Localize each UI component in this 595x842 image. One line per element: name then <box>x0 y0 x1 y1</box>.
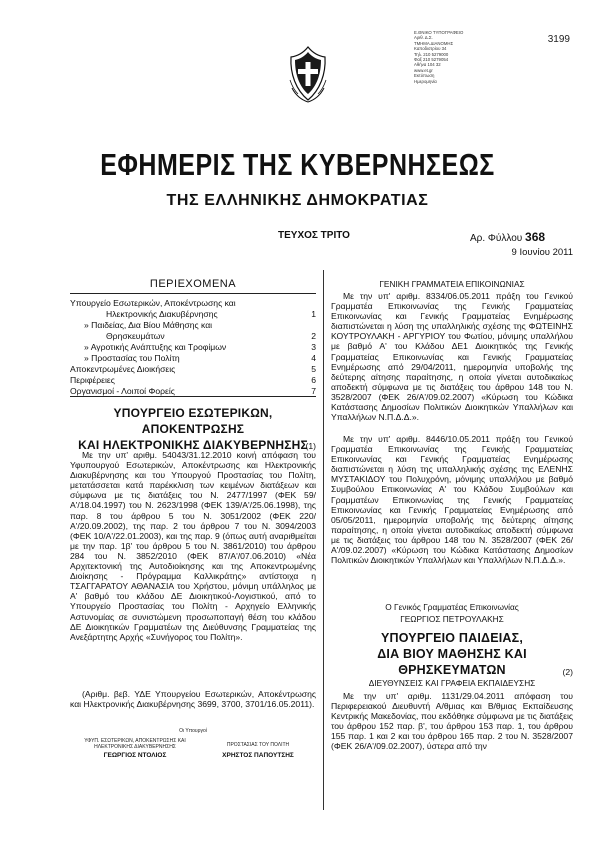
section-title-line-2: ΔΙΑ ΒΙΟΥ ΜΑΘΗΣΗΣ ΚΑΙ ΘΡΗΣΚΕΥΜΑΤΩΝ <box>377 647 527 677</box>
toc-entry-text: Περιφέρειες <box>70 375 115 385</box>
gazette-title: ΕΦΗΜΕΡΙΣ ΤΗΣ ΚΥΒΕΡΝΗΣΕΩΣ <box>100 148 495 183</box>
toc-page-number: 1 <box>311 309 316 319</box>
section-title-line-2: ΚΑΙ ΗΛΕΚΤΡΟΝΙΚΗΣ ΔΙΑΚΥΒΕΡΝΗΣΗΣ <box>78 438 308 452</box>
resignation-paragraph-2: Με την υπ' αριθμ. 8446/10.05.2011 πράξη του Γενικού Γραμματέα Επικοινωνίας της Γενικής Γραμματείας Επικοινωνίας και Γενικής Γραμματείας Ενημέρωσης διαπιστώνεται η λύση της υπαλληλικής σχέσης της ΕΛΕΝΗΣ ΜΥΣΤΑΚΙΔΟΥ του Πολυχρόνη, μόνιμης υπαλλήλου με βαθμό Συμβούλου Επικοινωνίας Α' του Κλάδου Συμβούλων και Γραμματέων Επικοινωνίας της Γενικής Γραμματείας Επικοινωνίας και Γενικής Γραμματείας Ενημέρωσης από 05/05/2011, ημερομηνία υποβολής της δεύτερης αίτησης παραίτησης, η οποία γίνεται αυτοδικαίως αποδεκτή σύμφωνα με τις διατάξεις του άρθρου 148 του Ν. 3528/2007 (ΦΕΚ 26/Α'/09.02.2007) «Κύρωση του Κώδικα Κατάστασης Δημοσίων Πολιτικών Διοικητικών Υπαλλήλων και Υπαλλήλων Ν.Π.Δ.Δ.». <box>331 434 573 566</box>
column-divider <box>323 270 324 810</box>
toc-entry-text: Θρησκευμάτων <box>106 331 165 341</box>
toc-entry-text: Ηλεκτρονικής Διακυβέρνησης <box>106 309 218 319</box>
education-offices-heading: ΔΙΕΥΘΥΝΣΕΙΣ ΚΑΙ ΓΡΑΦΕΙΑ ΕΚΠΑΙΔΕΥΣΗΣ <box>368 678 536 688</box>
sheet-number-value: 368 <box>525 230 546 244</box>
stamp-line: www.et.gr <box>414 67 433 73</box>
stamp-line: Εκτύπωση <box>414 73 435 79</box>
resignation-paragraph-1: Με την υπ' αριθμ. 8334/06.05.2011 πράξη του Γενικού Γραμματέα Επικοινωνίας της Γενικής Γραμματείας Επικοινωνίας και Γενικής Γραμματείας Ενημέρωσης διαπιστώνεται η λύση της υπαλληλικής σχέσης της ΦΩΤΕΙΝΗΣ ΚΟΥΤΡΟΥΛΑΚΗ - ΑΡΓΥΡΙΟΥ του Φωτίου, μόνιμης υπαλλήλου με βαθμό Α' του Κλάδου ΔΕ1 Διοικητικός της Γενικής Γραμματείας Επικοινωνίας και Γενικής Γραμματείας Ενημέρωσης από 29/04/2011, ημερομηνία υποβολής της δεύτερης αίτησης παραίτησης, η οποία γίνεται αυτοδικαίως αποδεκτή σύμφωνα με τις διατάξεις του άρθρου 148 του Ν. 3528/2007 (ΦΕΚ 26/Α'/09.02.2007) «Κύρωση του Κώδικα Κατάστασης Δημοσίων Πολιτικών Διοικητικών Υπαλλήλων και Υπαλλήλων Ν.Π.Δ.Δ.». <box>331 291 573 423</box>
toc-top-rule <box>70 293 316 294</box>
toc-page-number: 3 <box>311 342 316 352</box>
toc-page-number: 5 <box>311 364 316 374</box>
toc-title: ΠΕΡΙΕΧΟΜΕΝΑ <box>149 278 237 290</box>
signatory-name-1: ΓΕΩΡΓΙΟΣ ΝΤΟΛΙΟΣ <box>103 752 167 759</box>
issue-series: ΤΕΥΧΟΣ ΤΡΙΤΟ <box>278 230 350 241</box>
toc-entry <box>70 331 316 342</box>
toc-entry-text: Αποκεντρωμένες Διοικήσεις <box>70 364 176 374</box>
toc-entry-text: Οργανισμοί - Λοιποί Φορείς <box>70 386 175 396</box>
reference-paragraph: (Αριθμ. βεβ. ΥΔΕ Υπουργείου Εσωτερικών, Αποκέντρωσης και Ηλεκτρονικής Διακυβέρνησης 3699, 3700, 3701/16.05.2011). <box>70 689 316 710</box>
item-number: (2) <box>562 667 573 677</box>
sheet-number <box>470 230 545 244</box>
toc-page-number: 4 <box>311 353 316 363</box>
item-number: (1) <box>305 441 316 451</box>
signatory-role-1: ΥΦΥΠ. ΕΣΩΤΕΡΙΚΩΝ, ΑΠΟΚΕΝΤΡΩΣΗΣ ΚΑΙ ΗΛΕΚΤΡΟΝΙΚΗΣ ΔΙΑΚΥΒΕΡΝΗΣΗΣ <box>84 738 186 750</box>
gazette-subtitle: ΤΗΣ ΕΛΛΗΝΙΚΗΣ ΔΗΜΟΚΡΑΤΙΑΣ <box>166 192 429 209</box>
toc-bottom-rule <box>70 396 316 397</box>
stamp-line: Τηλ. 210 5279000 <box>414 51 449 57</box>
section-title-line-1: ΥΠΟΥΡΓΕΙΟ ΕΣΩΤΕΡΙΚΩΝ, ΑΠΟΚΕΝΤΡΩΣΗΣ <box>113 406 273 436</box>
stamp-line: Ημερομηνία <box>414 78 437 84</box>
toc-entry <box>70 309 316 320</box>
toc-entry <box>70 320 316 331</box>
toc-page-number: 2 <box>311 331 316 341</box>
signatory-role: Ο Γενικός Γραμματέας Επικοινωνίας <box>385 602 519 612</box>
signatories-intro: Οι Υπουργοί <box>179 728 207 734</box>
signatory-name-2: ΧΡΗΣΤΟΣ ΠΑΠΟΥΤΣΗΣ <box>222 752 294 759</box>
toc-entry-text: » Αγροτικής Ανάπτυξης και Τροφίμων <box>84 342 227 352</box>
stamp-line: Αθήνα 104 32 <box>414 62 441 68</box>
greek-coat-of-arms-icon <box>286 44 330 104</box>
toc-entry <box>70 342 316 353</box>
toc-entry <box>70 375 316 386</box>
toc-page-number: 6 <box>311 375 316 385</box>
section-title-line-1: ΥΠΟΥΡΓΕΙΟ ΠΑΙΔΕΙΑΣ, <box>380 631 524 645</box>
sheet-label: Αρ. Φύλλου <box>470 233 523 244</box>
toc-page-number: 7 <box>311 386 316 396</box>
toc-entry <box>70 353 316 364</box>
signatory-role-2: ΠΡΟΣΤΑΣΙΑΣ ΤΟΥ ΠΟΛΙΤΗ <box>226 742 290 748</box>
page-number: 3199 <box>547 34 570 45</box>
communication-heading: ΓΕΝΙΚΗ ΓΡΑΜΜΑΤΕΙΑ ΕΠΙΚΟΙΝΩΝΙΑΣ <box>379 279 525 289</box>
toc-entry <box>70 364 316 375</box>
stamp-line: ΤΜΗΜΑ ΔΙΑΝΟΜΗΣ <box>414 40 454 46</box>
issue-date: 9 Ιουνίου 2011 <box>511 247 573 258</box>
toc-entry <box>70 298 316 309</box>
toc-entry-text: » Παιδείας, Δια Βίου Μάθησης και <box>84 320 213 330</box>
stamp-line: Αριθ. Δ.Σ. <box>414 35 433 41</box>
transfer-decision-paragraph: Με την υπ' αριθμ. 1131/29.04.2011 απόφαση του Περιφερειακού Διευθυντή Α/θμιας και Β/θμιας Εκπαίδευσης Κεντρικής Μακεδονίας, που εκδόθηκε σύμφωνα με τις διατάξεις του άρθρου 152 παρ. β', του άρθρου 153 παρ. 1, του άρθρου 155 παρ. 1 και 2 και του άρθρου 165 παρ. 2 του Ν. 3528/2007 (ΦΕΚ 26/Α'/09.02.2007), ύστερα από την <box>331 691 573 752</box>
decision-paragraph: Με την υπ' αριθμ. 54043/31.12.2010 κοινή απόφαση του Υφυπουργού Εσωτερικών, Αποκέντρωσης και Ηλεκτρονικής Διακυβέρνησης και του Υπουργού Προστασίας του Πολίτη, μετατάσσεται κατά παρέκκλιση των κειμένων διατάξεων και σύμφωνα με τις διατάξεις του Ν. 2477/1997 (ΦΕΚ 59/Α'/18.04.1997) του Ν. 2623/1998 (ΦΕΚ 139/Α'/25.06.1998), της παρ. 8 του άρθρου 5 του Ν. 3051/2002 (ΦΕΚ 220/Α'/20.09.2002), της παρ. 2 του άρθρου 7 του Ν. 3094/2003 (ΦΕΚ 10/Α'/22.01.2003), και της παρ. 9 (όπως αυτή αναριθμείται με την παρ. 1β' του άρθρου 5 του Ν. 3861/2010) του άρθρου 284 του Ν. 3852/2010 (ΦΕΚ 87/Α'/07.06.2010) «Νέα Αρχιτεκτονική της Αυτοδιοίκησης και της Αποκεντρωμένης Διοίκησης - Πρόγραμμα Καλλικράτης» αντίστοιχα η ΤΣΑΓΓΑΡΑΤΟΥ ΑΘΑΝΑΣΙΑ του Χρήστου, μόνιμη υπάλληλος με Α' βαθμό του κλάδου ΔΕ Διοικητικού-Λογιστικού, από το Υπουργείο Προστασίας του Πολίτη - Αρχηγείο Ελληνικής Αστυνομίας σε συνιστώμενη προσωποπαγή θέση του κλάδου ΔΕ Διοικητικών Γραμματέων της Διεύθυνσης Γραμματείας της Ανεξάρτητης Αρχής «Συνήγορος του Πολίτη». <box>70 450 316 642</box>
toc-entry-text: » Προστασίας του Πολίτη <box>84 353 180 363</box>
stamp-line: Καποδιστρίου 34 <box>414 46 447 52</box>
toc-entry-text: Υπουργείο Εσωτερικών, Αποκέντρωσης και <box>70 298 236 308</box>
stamp-line: Φαξ 210 5279054 <box>414 57 449 63</box>
printing-office-stamp <box>414 30 474 84</box>
signatory-name: ΓΕΩΡΓΙΟΣ ΠΕΤΡΟΥΛΑΚΗΣ <box>400 614 504 624</box>
stamp-line: Ε.ΘΝΙΚΟ ΤΥΠΟΓΡΑΦΕΙΟ <box>414 30 464 35</box>
